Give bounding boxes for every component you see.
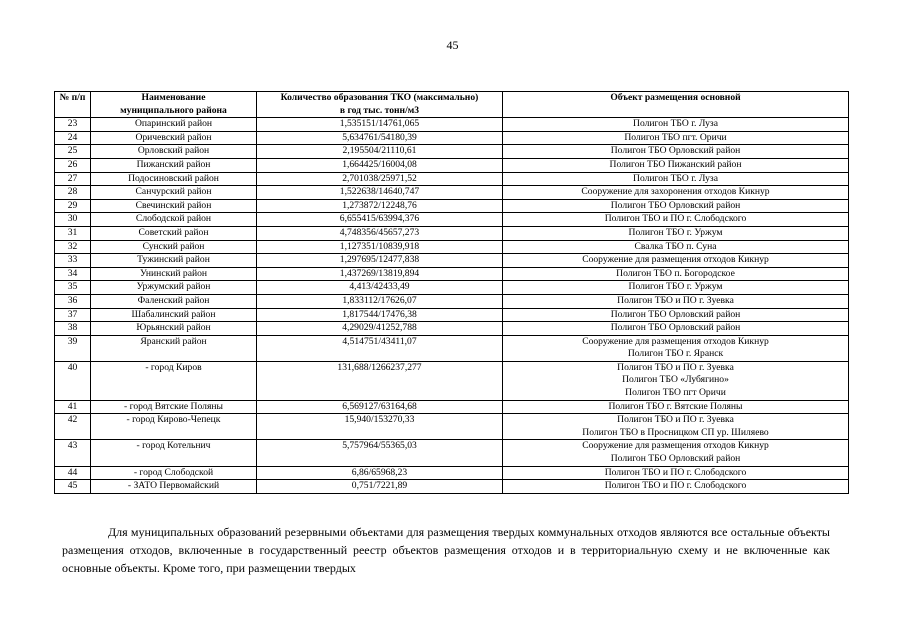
disposal-object — [503, 480, 849, 494]
body-paragraph — [62, 523, 830, 577]
row-number: 24 — [55, 131, 91, 145]
disposal-object — [503, 240, 849, 254]
disposal-object — [503, 158, 849, 172]
table-row — [55, 294, 849, 308]
disposal-object — [503, 322, 849, 336]
table-row — [55, 335, 849, 361]
row-number: 40 — [55, 361, 91, 400]
disposal-object — [503, 213, 849, 227]
row-number: 42 — [55, 414, 91, 440]
row-number: 41 — [55, 400, 91, 414]
row-number: 37 — [55, 308, 91, 322]
district-name: Опаринский район — [91, 118, 257, 132]
disposal-object-line: Полигон ТБО «Лубягино» — [622, 374, 729, 386]
disposal-object-line: Полигон ТБО Пижанский район — [609, 158, 742, 170]
table-body — [55, 118, 849, 494]
disposal-object-line: Полигон ТБО пгт Оричи — [625, 387, 726, 399]
disposal-object-line: Сооружение для захоронения отходов Кикнур — [581, 186, 770, 198]
district-name: Унинский район — [91, 267, 257, 281]
disposal-object-line: Сооружение для размещения отходов Кикнур — [582, 254, 769, 266]
disposal-object — [503, 199, 849, 213]
disposal-object-line: Полигон ТБО г. Уржум — [628, 281, 723, 293]
table-row — [55, 131, 849, 145]
district-name: Орловский район — [91, 145, 257, 159]
waste-amount: 5,757964/55365,03 — [257, 440, 503, 466]
waste-amount: 2,195504/21110,61 — [257, 145, 503, 159]
disposal-object-line: Сооружение для размещения отходов Кикнур — [582, 335, 769, 347]
table-row — [55, 145, 849, 159]
row-number: 38 — [55, 322, 91, 336]
waste-amount: 2,701038/25971,52 — [257, 172, 503, 186]
district-name: Советский район — [91, 226, 257, 240]
disposal-object-line: Полигон ТБО г. Луза — [633, 118, 718, 130]
disposal-object-line: Полигон ТБО п. Богородское — [616, 267, 735, 279]
waste-amount: 4,514751/43411,07 — [257, 335, 503, 361]
table-row — [55, 466, 849, 480]
district-name: Шабалинский район — [91, 308, 257, 322]
table-row — [55, 400, 849, 414]
header-disposal-object: Объект размещения основной — [503, 92, 849, 118]
waste-sites-table — [54, 91, 849, 494]
row-number: 44 — [55, 466, 91, 480]
waste-amount: 1,273872/12248,76 — [257, 199, 503, 213]
row-number: 27 — [55, 172, 91, 186]
waste-amount: 6,86/65968,23 — [257, 466, 503, 480]
district-name: - город Киров — [91, 361, 257, 400]
district-name: Санчурский район — [91, 186, 257, 200]
disposal-object-line: Полигон ТБО Орловский район — [610, 453, 741, 465]
disposal-object — [503, 414, 849, 440]
waste-amount: 6,569127/63164,68 — [257, 400, 503, 414]
waste-amount: 4,29029/41252,788 — [257, 322, 503, 336]
district-name: - город Вятские Поляны — [91, 400, 257, 414]
table-row — [55, 240, 849, 254]
disposal-object — [503, 118, 849, 132]
waste-amount: 6,655415/63994,376 — [257, 213, 503, 227]
disposal-object — [503, 335, 849, 361]
page-number: 45 — [446, 38, 459, 52]
waste-amount: 1,833112/17626,07 — [257, 294, 503, 308]
waste-amount: 1,522638/14640,747 — [257, 186, 503, 200]
disposal-object-line: Сооружение для размещения отходов Кикнур — [582, 440, 769, 452]
disposal-object-line: Полигон ТБО и ПО г. Слободского — [604, 213, 747, 225]
table-header-row — [55, 92, 849, 118]
table-row — [55, 199, 849, 213]
disposal-object-line: Полигон ТБО г. Вятские Поляны — [608, 400, 743, 412]
district-name: - город Слободской — [91, 466, 257, 480]
district-name: Уржумский район — [91, 281, 257, 295]
disposal-object-line: Полигон ТБО и ПО г. Зуевка — [617, 294, 734, 306]
disposal-object-line: Полигон ТБО и ПО г. Зуевка — [617, 361, 734, 373]
disposal-object — [503, 400, 849, 414]
disposal-object — [503, 361, 849, 400]
disposal-object — [503, 172, 849, 186]
district-name: Тужинский район — [91, 254, 257, 268]
table-row — [55, 172, 849, 186]
disposal-object-line: Полигон ТБО Орловский район — [610, 199, 741, 211]
row-number: 45 — [55, 480, 91, 494]
waste-amount: 5,634761/54180,39 — [257, 131, 503, 145]
waste-amount: 1,664425/16004,08 — [257, 158, 503, 172]
table-row — [55, 281, 849, 295]
disposal-object-line: Полигон ТБО Орловский район — [610, 145, 741, 157]
disposal-object — [503, 186, 849, 200]
row-number: 32 — [55, 240, 91, 254]
disposal-object-line: Полигон ТБО Орловский район — [610, 308, 741, 320]
table-row — [55, 226, 849, 240]
disposal-object — [503, 466, 849, 480]
district-name: Свечинский район — [91, 199, 257, 213]
row-number: 29 — [55, 199, 91, 213]
table-row — [55, 440, 849, 466]
district-name: Фаленский район — [91, 294, 257, 308]
row-number: 34 — [55, 267, 91, 281]
row-number: 23 — [55, 118, 91, 132]
row-number: 39 — [55, 335, 91, 361]
disposal-object-line: Полигон ТБО и ПО г. Слободского — [604, 466, 747, 478]
row-number: 31 — [55, 226, 91, 240]
disposal-object — [503, 226, 849, 240]
waste-amount: 1,297695/12477,838 — [257, 254, 503, 268]
disposal-object-line: Полигон ТБО Орловский район — [610, 322, 741, 334]
row-number: 43 — [55, 440, 91, 466]
row-number: 26 — [55, 158, 91, 172]
disposal-object-line: Полигон ТБО и ПО г. Зуевка — [617, 414, 734, 426]
disposal-object — [503, 267, 849, 281]
district-name: - город Котельнич — [91, 440, 257, 466]
table-row — [55, 414, 849, 440]
disposal-object-line: Полигон ТБО г. Луза — [633, 172, 718, 184]
waste-amount: 1,437269/13819,894 — [257, 267, 503, 281]
disposal-object — [503, 131, 849, 145]
district-name: Юрьянский район — [91, 322, 257, 336]
header-waste-amount: Количество образования ТКО (максимально) в год тыс. тонн/м3 — [257, 92, 503, 118]
row-number: 30 — [55, 213, 91, 227]
table-row — [55, 158, 849, 172]
disposal-object — [503, 308, 849, 322]
waste-amount: 4,748356/45657,273 — [257, 226, 503, 240]
row-number: 28 — [55, 186, 91, 200]
disposal-object — [503, 281, 849, 295]
waste-amount: 1,535151/14761,065 — [257, 118, 503, 132]
disposal-object — [503, 294, 849, 308]
waste-amount: 15,940/153270,33 — [257, 414, 503, 440]
paragraph-text: Для муниципальных образований резервными объектами для размещения твердых коммунальных отходов являются все остальные объекты размещения отходов, включенные в государственный реестр объектов размещения отходов и в территориальную схему и не включенные как основные объекты. Кроме того, при размещении твердых — [62, 525, 830, 575]
table-row — [55, 480, 849, 494]
table-row — [55, 118, 849, 132]
waste-amount: 1,817544/17476,38 — [257, 308, 503, 322]
row-number: 35 — [55, 281, 91, 295]
table-row — [55, 213, 849, 227]
table-row — [55, 322, 849, 336]
disposal-object — [503, 145, 849, 159]
district-name: Пижанский район — [91, 158, 257, 172]
header-num: № п/п — [55, 92, 91, 118]
disposal-object-line: Полигон ТБО г. Уржум — [628, 226, 723, 238]
district-name: Слободской район — [91, 213, 257, 227]
district-name: Сунский район — [91, 240, 257, 254]
disposal-object-line: Полигон ТБО и ПО г. Слободского — [604, 480, 747, 492]
waste-amount: 131,688/1266237,277 — [257, 361, 503, 400]
header-district-name: Наименование муниципального района — [91, 92, 257, 118]
disposal-object-line: Свалка ТБО п. Суна — [634, 240, 717, 252]
table-row — [55, 361, 849, 400]
district-name: - город Кирово-Чепецк — [91, 414, 257, 440]
waste-amount: 0,751/7221,89 — [257, 480, 503, 494]
waste-amount: 4,413/42433,49 — [257, 281, 503, 295]
disposal-object-line: Полигон ТБО г. Яранск — [627, 348, 724, 360]
disposal-object — [503, 254, 849, 268]
disposal-object-line: Полигон ТБО пгт. Оричи — [624, 131, 727, 143]
table-row — [55, 186, 849, 200]
row-number: 33 — [55, 254, 91, 268]
district-name: Оричевский район — [91, 131, 257, 145]
table-row — [55, 254, 849, 268]
district-name: - ЗАТО Первомайский — [91, 480, 257, 494]
row-number: 25 — [55, 145, 91, 159]
waste-amount: 1,127351/10839,918 — [257, 240, 503, 254]
district-name: Подосиновский район — [91, 172, 257, 186]
district-name: Яранский район — [91, 335, 257, 361]
disposal-object — [503, 440, 849, 466]
table-row — [55, 267, 849, 281]
table-row — [55, 308, 849, 322]
disposal-object-line: Полигон ТБО в Просницком СП ур. Шиляево — [582, 426, 769, 438]
row-number: 36 — [55, 294, 91, 308]
